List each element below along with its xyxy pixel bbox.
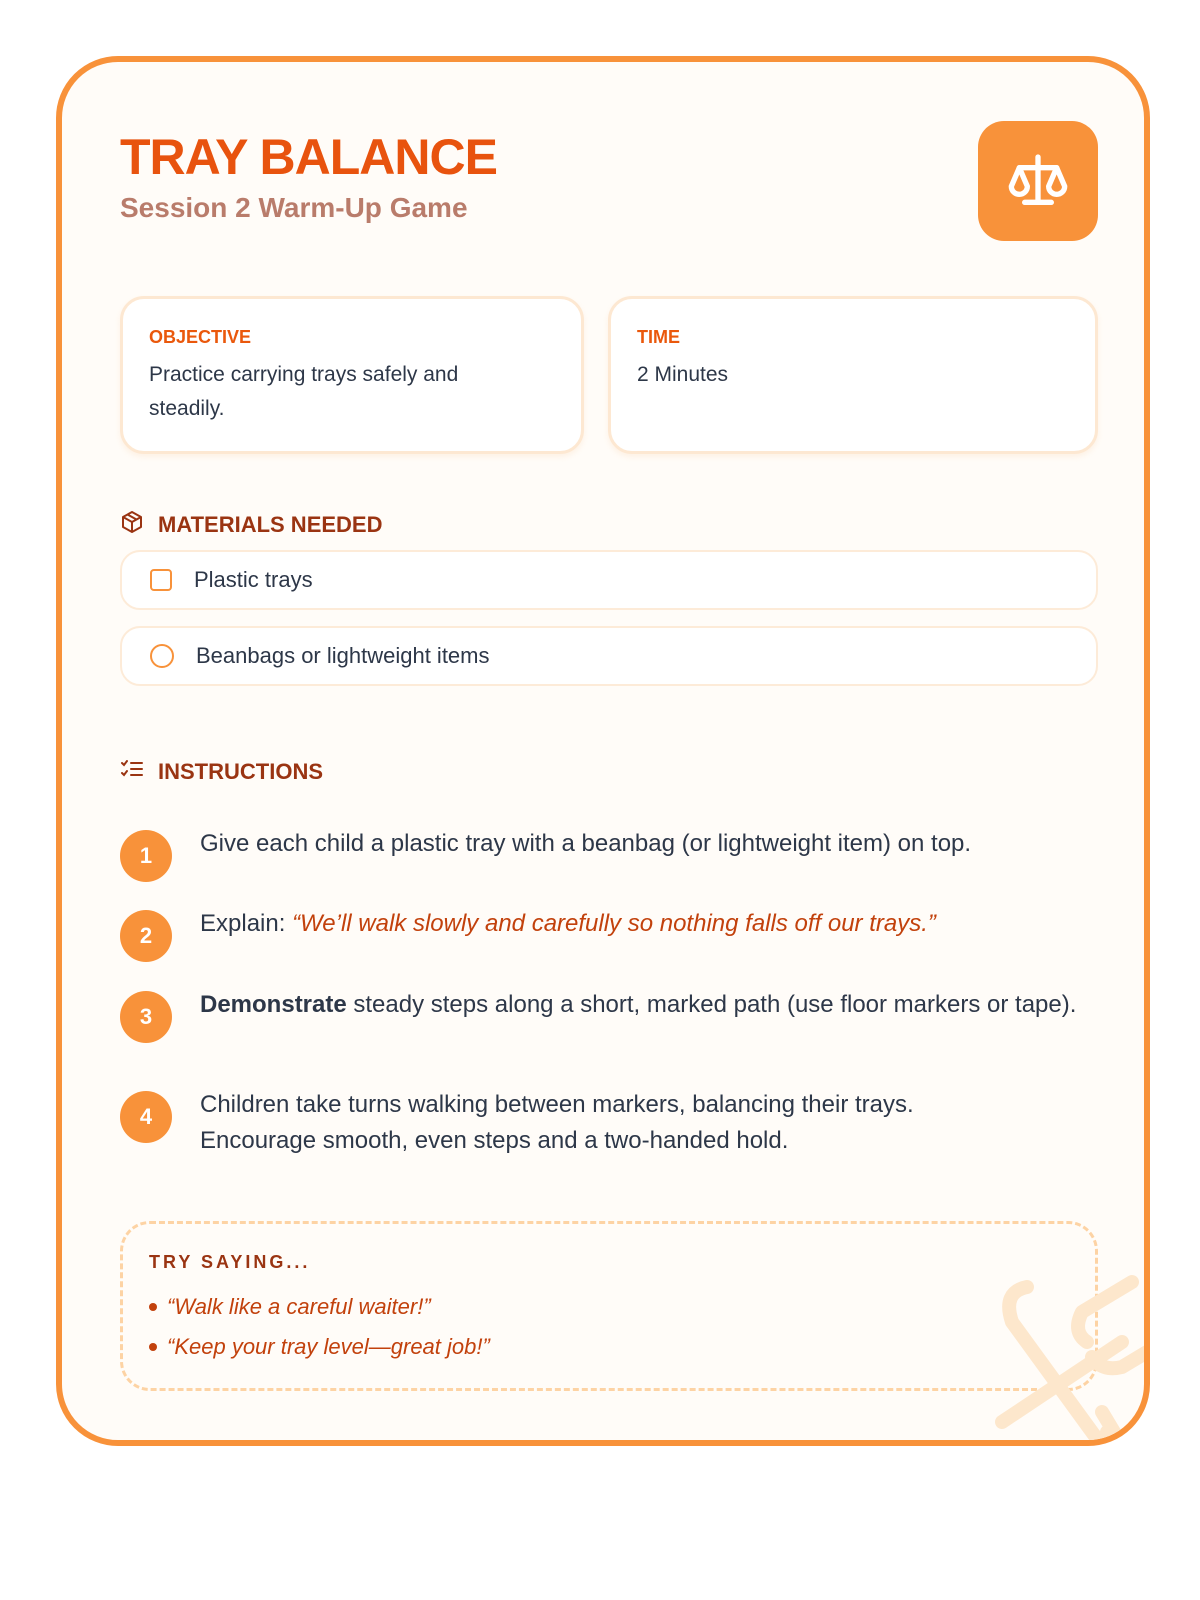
materials-heading xyxy=(120,510,383,540)
try-saying-label: TRY SAYING... xyxy=(149,1252,311,1272)
step-quote: “We’ll walk slowly and carefully so nothing falls off our trays.” xyxy=(292,910,936,937)
material-label: Beanbags or lightweight items xyxy=(196,643,490,668)
step-number: 2 xyxy=(120,910,172,962)
checkbox-square-icon[interactable] xyxy=(150,569,172,591)
time-value: 2 Minutes xyxy=(637,363,729,386)
time-label: TIME xyxy=(637,327,680,347)
package-icon xyxy=(120,510,144,540)
try-saying-text: “Keep your tray level—great job!” xyxy=(167,1334,490,1359)
instruction-step xyxy=(120,1093,1100,1159)
material-item[interactable] xyxy=(120,626,1098,686)
checkbox-circle-icon[interactable] xyxy=(150,644,174,668)
instruction-step xyxy=(120,912,1100,962)
objective-card xyxy=(120,296,584,454)
step-text: Children take turns walking between markers, balancing their trays. Encourage smooth, even steps and a two-handed hold. xyxy=(200,1091,914,1154)
step-text xyxy=(200,987,1076,1043)
step-rest: steady steps along a short, marked path (use floor markers or tape). xyxy=(346,991,1077,1018)
step-prefix: Explain: xyxy=(200,910,293,937)
try-saying-text: “Walk like a careful waiter!” xyxy=(167,1294,431,1319)
materials-heading-text: MATERIALS NEEDED xyxy=(158,512,383,537)
try-saying-item xyxy=(149,1287,1069,1327)
balance-scale-icon xyxy=(978,121,1098,241)
utensils-decoration-icon xyxy=(982,1272,1150,1446)
try-saying-item xyxy=(149,1327,1069,1367)
checklist-icon xyxy=(120,758,144,786)
step-text xyxy=(200,906,936,962)
instructions-heading-text: INSTRUCTIONS xyxy=(158,759,323,784)
step-text: Give each child a plastic tray with a beanbag (or lightweight item) on top. xyxy=(200,830,972,857)
objective-value: Practice carrying trays safely and steadily. xyxy=(149,363,459,420)
step-bold: Demonstrate xyxy=(200,991,347,1018)
bullet-icon xyxy=(149,1303,157,1311)
objective-label: OBJECTIVE xyxy=(149,327,252,347)
activity-card xyxy=(56,56,1150,1446)
material-label: Plastic trays xyxy=(194,567,313,592)
bullet-icon xyxy=(149,1343,157,1351)
time-card xyxy=(608,296,1098,454)
page-subtitle: Session 2 Warm-Up Game xyxy=(120,192,468,223)
instructions-heading xyxy=(120,758,323,786)
page-title: TRAY BALANCE xyxy=(120,129,497,185)
step-number: 1 xyxy=(120,830,172,882)
step-number: 4 xyxy=(120,1091,172,1143)
instruction-step xyxy=(120,993,1100,1043)
material-item[interactable] xyxy=(120,550,1098,610)
step-number: 3 xyxy=(120,991,172,1043)
instruction-step xyxy=(120,832,1100,882)
try-saying-box xyxy=(120,1221,1098,1391)
